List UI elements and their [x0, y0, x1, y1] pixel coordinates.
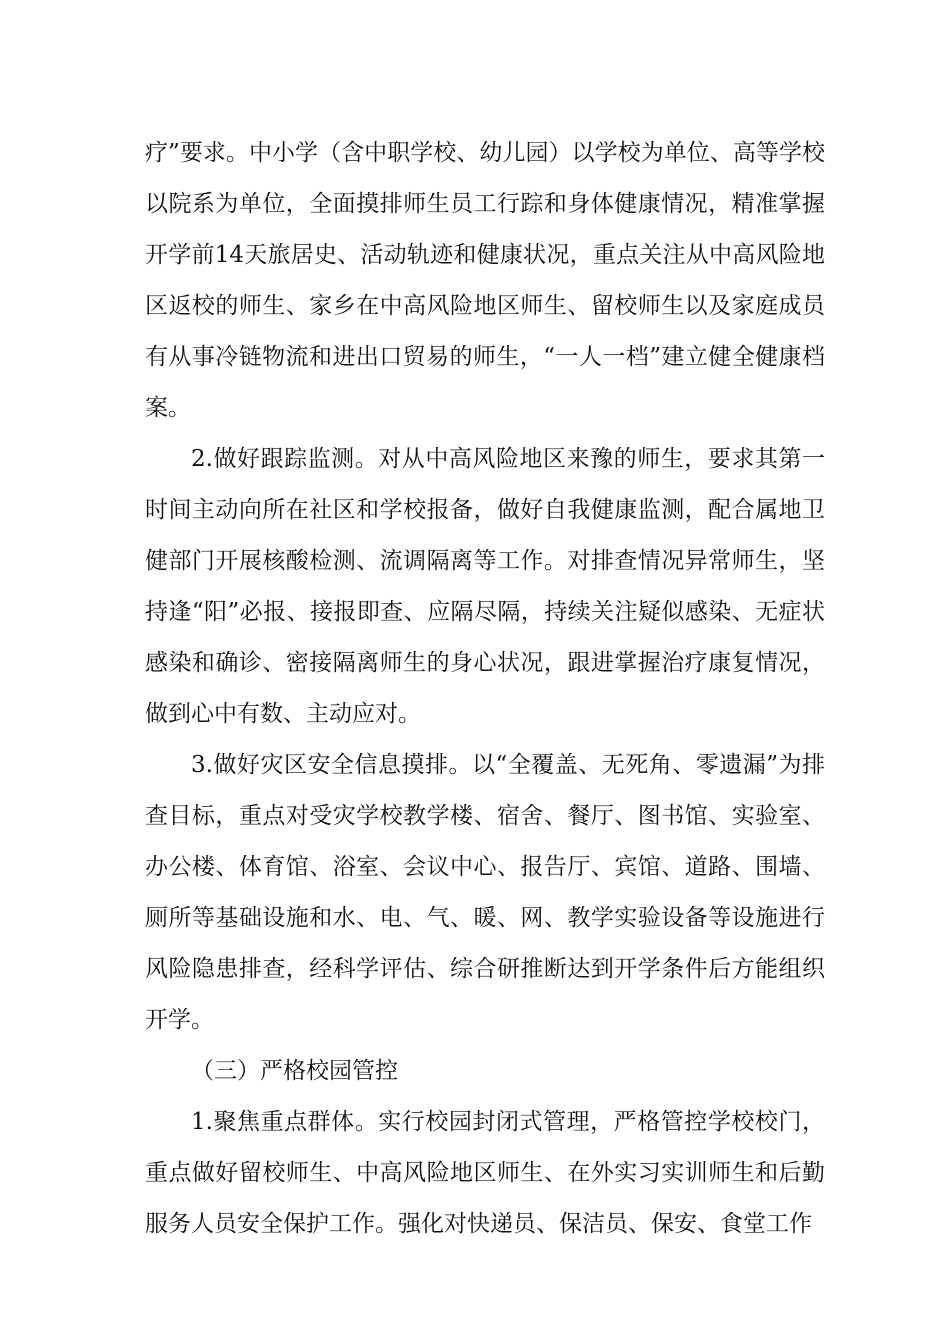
paragraph-key-groups: 1.聚焦重点群体。实行校园封闭式管理，严格管控学校校门，重点做好留校师生、中高风险地区师生、在外实习实训师生和后勤服务人员安全保护工作。强化对快递员、保洁员、保安、食堂工作	[145, 1109, 825, 1237]
paragraph-disaster-safety-check: 3.做好灾区安全信息摸排。以“全覆盖、无死角、零遗漏”为排查目标，重点对受灾学校教学楼、宿舍、餐厅、图书馆、实验室、办公楼、体育馆、浴室、会议中心、报告厅、宾馆、道路、围墙、厕所等基础设施和水、电、气、暖、网、教学实验设备等设施进行风险隐患排查，经科学评估、综合研推断达到开学条件后方能组织开学。	[145, 752, 825, 1033]
document-body	[145, 128, 825, 1250]
section-heading-campus-control: （三）严格校园管控	[191, 1058, 398, 1084]
paragraph-tracking-monitoring: 2.做好跟踪监测。对从中高风险地区来豫的师生，要求其第一时间主动向所在社区和学校报备，做好自我健康监测，配合属地卫健部门开展核酸检测、流调隔离等工作。对排查情况异常师生，坚持逢“阳”必报、接报即查、应隔尽隔，持续关注疑似感染、无症状感染和确诊、密接隔离师生的身心状况，跟进掌握治疗康复情况，做到心中有数、主动应对。	[145, 446, 825, 727]
paragraph-health-records: 疗”要求。中小学（含中职学校、幼儿园）以学校为单位、高等学校以院系为单位，全面摸排师生员工行踪和身体健康情况，精准掌握开学前14天旅居史、活动轨迹和健康状况，重点关注从中高风险地区返校的师生、家乡在中高风险地区师生、留校师生以及家庭成员有从事冷链物流和进出口贸易的师生，“一人一档”建立健全健康档案。	[145, 140, 825, 421]
